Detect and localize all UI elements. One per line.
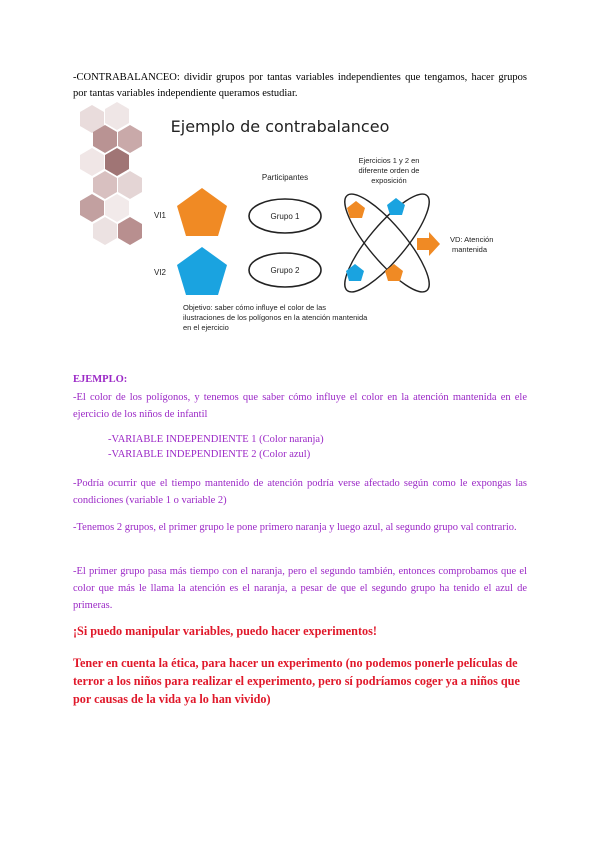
objective-line2: ilustraciones de los polígonos en la atención mantenida: [183, 313, 368, 322]
conclusion-ethics: Tener en cuenta la ética, para hacer un experimento (no podemos ponerle películas de terror a los niños para realizar el experimento, pero sí podríamos coger ya a niños que por causas de la vida ya lo han vivido): [73, 656, 520, 706]
small-blue-pentagon-icon: [387, 198, 405, 215]
variable-independiente-1: -VARIABLE INDEPENDIENTE 1 (Color naranja): [108, 434, 324, 445]
ejemplo-paragraph-2: -Podría ocurrir que el tiempo mantenido de atención podría verse afectado según como le expongas las condiciones (variable 1 o variable 2): [73, 478, 527, 506]
exercises-label-line2: diferente orden de: [358, 166, 420, 175]
group2-label: Grupo 2: [270, 266, 300, 275]
conclusion-experiments: ¡Si puedo manipular variables, puedo hacer experimentos!: [73, 624, 377, 638]
vi1-label: VI1: [154, 211, 167, 220]
orange-pentagon-icon: [177, 188, 227, 236]
ejemplo-paragraph-3: -Tenemos 2 grupos, el primer grupo le pone primero naranja y luego azul, al segundo grupo val contrario.: [73, 522, 517, 533]
small-blue-pentagon-icon: [346, 264, 364, 281]
objective-line1: Objetivo: saber cómo influye el color de las: [183, 303, 326, 312]
small-orange-pentagon-icon: [347, 201, 365, 218]
decorative-hexagons-icon: [80, 102, 142, 245]
group1-label: Grupo 1: [270, 212, 300, 221]
vd-label-line1: VD: Atención: [450, 235, 494, 244]
vi2-label: VI2: [154, 268, 167, 277]
exercises-label-line1: Ejercicios 1 y 2 en: [358, 156, 420, 165]
blue-pentagon-icon: [177, 247, 227, 295]
ejemplo-paragraph-4: -El primer grupo pasa más tiempo con el naranja, pero el segundo también, entonces comprobamos que el color que más le llama la atención es el naranja, a pesar de que el segundo grupo ha tenido el azul de primeras.: [73, 566, 527, 611]
small-orange-pentagon-icon: [385, 264, 403, 281]
variable-independiente-2: -VARIABLE INDEPENDIENTE 2 (Color azul): [108, 449, 311, 460]
exercises-label-line3: exposición: [371, 176, 407, 185]
arrow-right-icon: [417, 232, 440, 256]
ejemplo-heading: EJEMPLO:: [73, 374, 128, 385]
figure-svg: [72, 100, 494, 345]
objective-line3: en el ejercicio: [183, 323, 229, 332]
figure-title: Ejemplo de contrabalanceo: [170, 117, 390, 136]
intro-paragraph: -CONTRABALANCEO: dividir grupos por tantas variables independientes que tengamos, hacer grupos por tantas variables independiente queramos estudiar.: [73, 72, 527, 99]
participants-label: Participantes: [261, 173, 309, 182]
ejemplo-paragraph-1: -El color de los polígonos, y tenemos que saber cómo influye el color en la atención mantenida en ele ejercicio de los niños de infantil: [73, 392, 527, 420]
vd-label-line2: mantenida: [452, 245, 488, 254]
counterbalance-figure: [72, 100, 494, 345]
